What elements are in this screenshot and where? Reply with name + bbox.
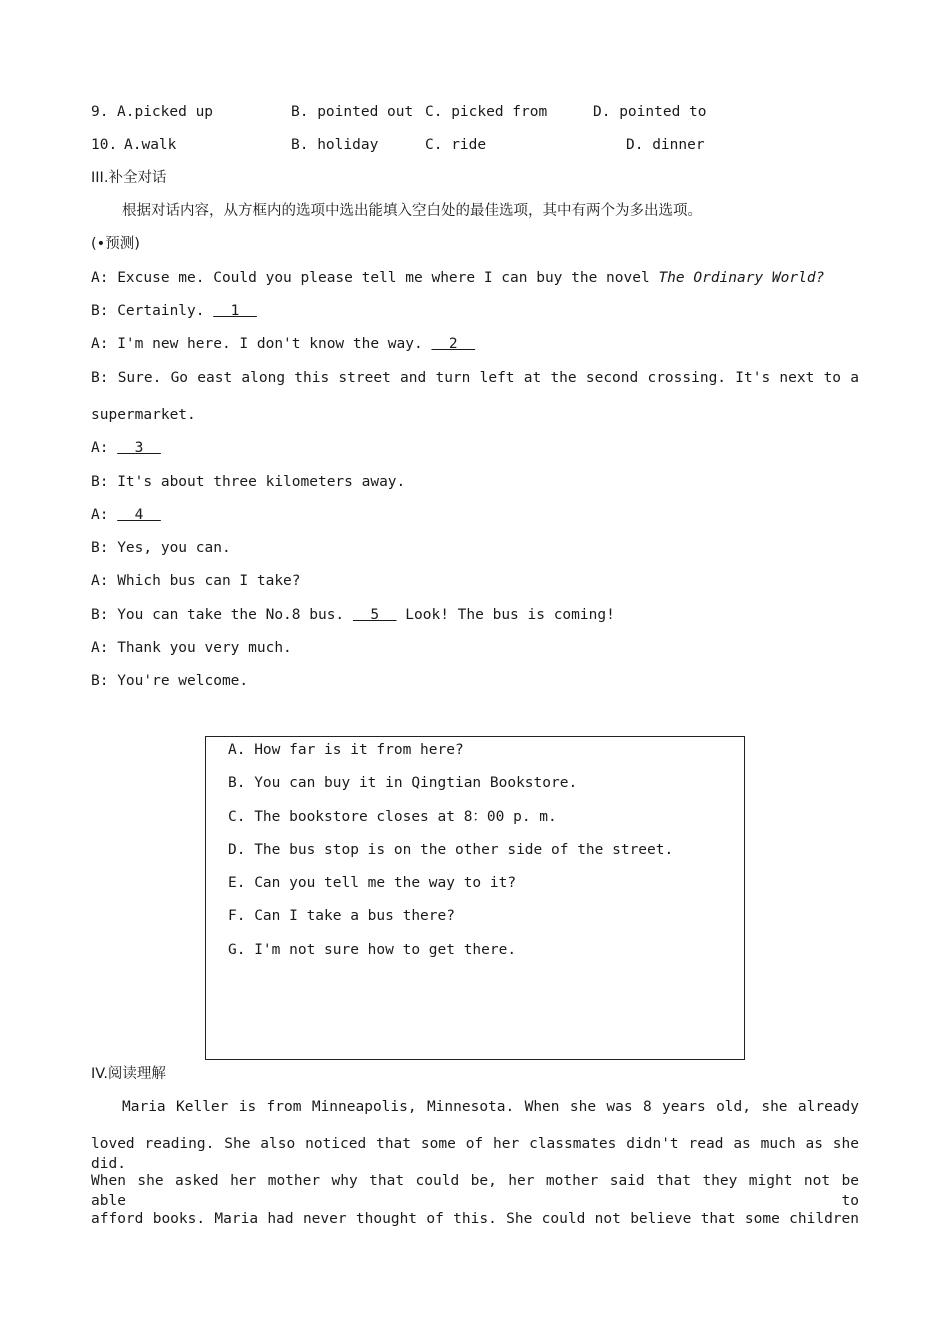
option-b: B. holiday (291, 137, 379, 153)
blank-5[interactable]: 5 (352, 607, 397, 623)
passage-line-1: Maria Keller is from Minneapolis, Minnesota. When she was 8 years old, she already (122, 1099, 859, 1115)
option-a: A. How far is it from here? (228, 742, 464, 758)
option-c: C. picked from (425, 104, 548, 120)
section-3-instruction: 根据对话内容，从方框内的选项中选出能填入空白处的最佳选项，其中有两个为多出选项。 (122, 203, 702, 219)
option-d: D. dinner (626, 137, 705, 153)
dialogue-line-7 (91, 505, 161, 525)
dialogue-line-4-cont: supermarket. (91, 407, 196, 423)
passage-line-3: When she asked her mother why that could be, her mother said that they might not be able to (91, 1173, 859, 1209)
dialogue-line-6: B: It's about three kilometers away. (91, 474, 406, 490)
dialogue-line-3 (91, 334, 475, 354)
dialogue-text: Look! The bus is coming! (396, 607, 615, 623)
section-3-heading: III.补全对话 (91, 170, 167, 186)
dialogue-line-10 (91, 605, 615, 625)
option-c: C. ride (425, 137, 487, 153)
dialogue-text: B: You can take the No.8 bus. (91, 607, 353, 623)
blank-2[interactable]: 2 (431, 336, 476, 352)
dialogue-text: A: I'm new here. I don't know the way. (91, 336, 432, 352)
predict-label: (•预测) (91, 236, 140, 252)
question-number: 10. (91, 137, 118, 153)
section-4-heading: IV.阅读理解 (91, 1066, 166, 1082)
dialogue-line-11: A: Thank you very much. (91, 640, 292, 656)
option-b: B. pointed out (291, 104, 414, 120)
dialogue-line-2 (91, 301, 257, 321)
option-g: G. I'm not sure how to get there. (228, 942, 517, 958)
option-f: F. Can I take a bus there? (228, 908, 455, 924)
dialogue-line-1 (91, 268, 824, 288)
blank-1[interactable]: 1 (213, 303, 257, 319)
option-a: A.picked up (117, 104, 214, 120)
dialogue-text: A: Excuse me. Could you please tell me where I can buy the novel (91, 270, 659, 286)
option-a: A.walk (124, 137, 177, 153)
dialogue-text: A: (91, 440, 118, 456)
passage-line-4: afford books. Maria had never thought of this. She could not believe that some children (91, 1211, 859, 1227)
blank-4[interactable]: 4 (117, 507, 161, 523)
option-d: D. The bus stop is on the other side of the street. (228, 842, 674, 858)
novel-title: The Ordinary World? (658, 270, 825, 286)
dialogue-line-12: B: You're welcome. (91, 673, 249, 689)
dialogue-text: B: Certainly. (91, 303, 214, 319)
blank-3[interactable]: 3 (117, 440, 161, 456)
options-box (205, 736, 745, 1060)
dialogue-line-4: B: Sure. Go east along this street and turn left at the second crossing. It's next to a (91, 370, 859, 386)
option-e: E. Can you tell me the way to it? (228, 875, 517, 891)
passage-line-2: loved reading. She also noticed that some of her classmates didn't read as much as she did. (91, 1136, 859, 1172)
dialogue-line-9: A: Which bus can I take? (91, 573, 301, 589)
dialogue-text: A: (91, 507, 118, 523)
option-d: D. pointed to (593, 104, 707, 120)
question-number: 9. (91, 104, 109, 120)
dialogue-line-5 (91, 438, 161, 458)
option-c: C. The bookstore closes at 8：00 p. m. (228, 809, 557, 825)
option-b: B. You can buy it in Qingtian Bookstore. (228, 775, 578, 791)
dialogue-line-8: B: Yes, you can. (91, 540, 231, 556)
